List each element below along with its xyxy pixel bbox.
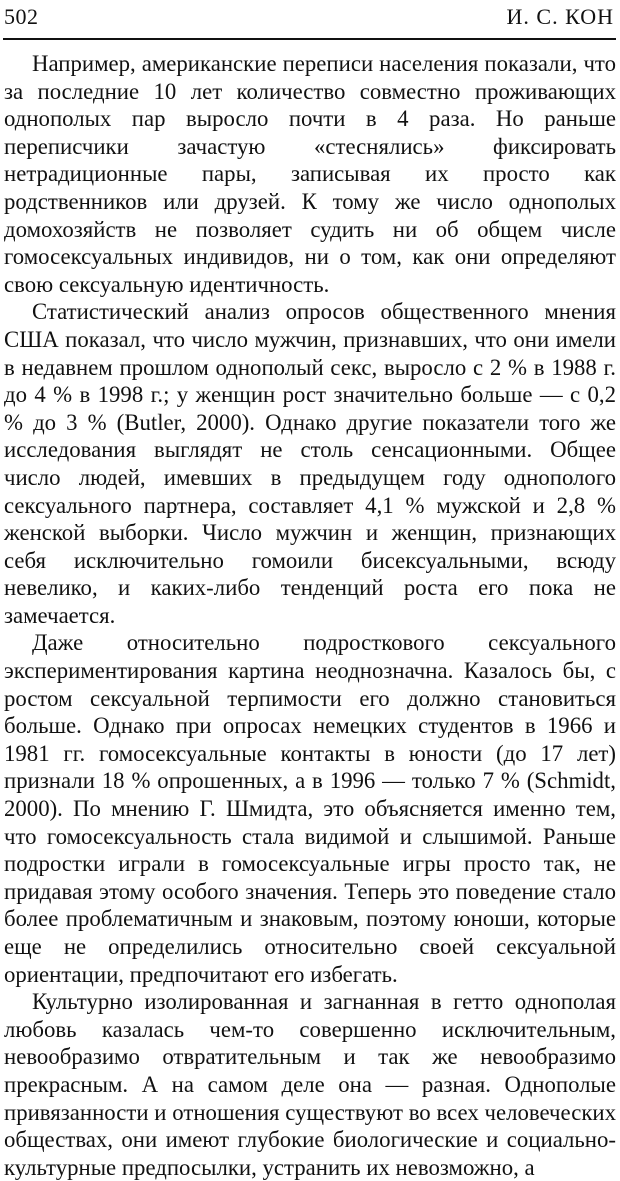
paragraph-culture: Культурно изолированная и загнанная в гетто однополая любовь казалась чем-то совершенно исключительным, невообразимо отвратительным и так же невообразимо прекрасным. А на самом деле она — разная. Однополые привязанности и отношения существуют во всех человеческих обществах, они имеют глубокие биологические и социально-культурные предпосылки, устранить их невозможно, а — [4, 989, 616, 1180]
running-head — [4, 2, 614, 30]
body-text — [4, 50, 616, 1181]
page-number: 502 — [4, 4, 39, 29]
paragraph-adolescent-experimentation: Даже относительно подросткового сексуального экспериментирования картина неоднозначна. Казалось бы, с ростом сексуальной терпимости его должно становиться больше. Однако при опросах немецких студентов в 1966 и 1981 гг. гомосексуальные контакты в юности (до 17 лет) признали 18 % опрошенных, а в 1996 — только 7 % (Schmidt, 2000). По мнению Г. Шмидта, это объясняется именно тем, что гомосексуальность стала видимой и слышимой. Раньше подростки играли в гомосексуальные игры просто так, не придавая этому особого значения. Теперь это поведение стало более проблематичным и знаковым, поэтому юноши, которые еще не определились относительно своей сексуальной ориентации, предпочитают его избегать. — [4, 630, 616, 987]
paragraph-census: Например, американские переписи населения показали, что за последние 10 лет количество совместно проживающих однополых пар выросло почти в 4 раза. Но раньше переписчики зачастую «стеснялись» фиксировать нетрадиционные пары, записывая их просто как родственников или друзей. К тому же число однополых домохозяйств не позволяет судить ни об общем числе гомосексуальных индивидов, ни о том, как они определяют свою сексуальную идентичность. — [4, 51, 616, 297]
paragraph-statistics: Статистический анализ опросов общественного мнения США показал, что число мужчин, признавших, что они имели в недавнем прошлом однополый секс, выросло с 2 % в 1988 г. до 4 % в 1998 г.; у женщин рост значительно больше — с 0,2 % до 3 % (Butler, 2000). Однако другие показатели того же исследования выглядят не столь сенсационными. Общее число людей, имевших в предыдущем году однополого сексуального партнера, составляет 4,1 % мужской и 2,8 % женской выборки. Число мужчин и женщин, признающих себя исключительно гомоили бисексуальными, всюду невелико, и каких-либо тенденций роста его пока не замечается. — [4, 299, 616, 628]
running-head-author: И. С. КОН — [506, 4, 614, 29]
header-rule — [3, 38, 616, 40]
